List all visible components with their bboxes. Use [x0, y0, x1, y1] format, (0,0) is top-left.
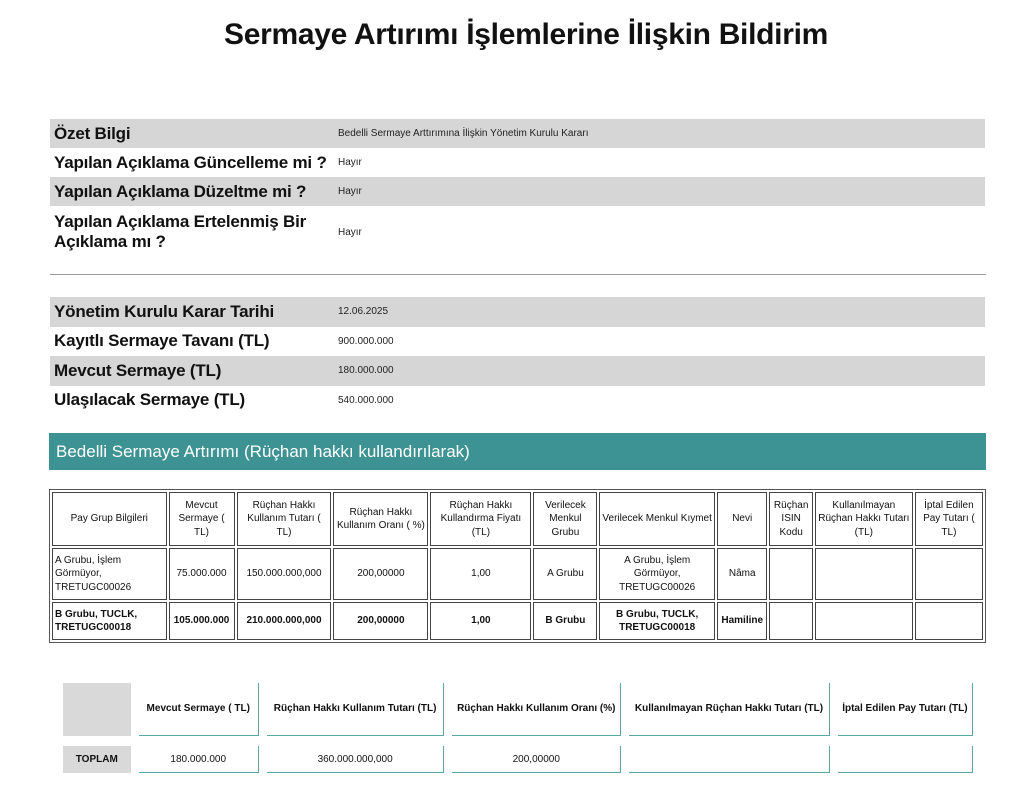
- total-label: TOPLAM: [63, 746, 131, 773]
- table-cell: [815, 548, 913, 600]
- table-row: [52, 548, 983, 600]
- capital-row: [50, 386, 985, 416]
- table-cell: 1,00: [430, 602, 531, 640]
- table-cell: 105.000.000: [169, 602, 235, 640]
- table-row: [52, 602, 983, 640]
- table-cell: [769, 548, 812, 600]
- column-header: Rüçhan Hakkı Kullandırma Fiyatı (TL): [430, 492, 531, 546]
- capital-label: Ulaşılacak Sermaye (TL): [54, 390, 245, 410]
- summary-info-table: [50, 119, 985, 258]
- summary-row: [50, 148, 985, 177]
- column-header: İptal Edilen Pay Tutarı (TL): [838, 683, 973, 736]
- table-cell: 200,00000: [333, 602, 428, 640]
- share-group-table: [49, 489, 986, 643]
- section-divider: [50, 274, 986, 275]
- capital-row: [50, 327, 985, 357]
- section-banner: Bedelli Sermaye Artırımı (Rüçhan hakkı kullandırılarak): [49, 433, 986, 470]
- capital-row: [50, 356, 985, 386]
- table-cell: B Grubu: [533, 602, 597, 640]
- summary-label: Özet Bilgi: [50, 119, 334, 148]
- summary-label: Yapılan Açıklama Ertelenmiş Bir Açıklama mı ?: [54, 212, 307, 251]
- table-cell: 360.000.000,000: [267, 746, 444, 773]
- column-header: Rüçhan Hakkı Kullanım Oranı (%): [452, 683, 621, 736]
- capital-label: Kayıtlı Sermaye Tavanı (TL): [54, 331, 270, 351]
- table-cell: 200,00000: [452, 746, 621, 773]
- summary-row: [50, 119, 985, 148]
- capital-label: Mevcut Sermaye (TL): [50, 356, 334, 386]
- table-header-row: [52, 492, 983, 546]
- totals-table: [55, 683, 981, 773]
- table-header-row: [63, 683, 973, 736]
- page-title: Sermaye Artırımı İşlemlerine İlişkin Bildirim: [224, 18, 828, 51]
- table-cell: B Grubu, TUCLK, TRETUGC00018: [599, 602, 715, 640]
- table-cell: 1,00: [430, 548, 531, 600]
- table-cell: A Grubu, İşlem Görmüyor, TRETUGC00026: [52, 548, 167, 600]
- table-cell: A Grubu, İşlem Görmüyor, TRETUGC00026: [599, 548, 715, 600]
- capital-value: 900.000.000: [338, 335, 394, 347]
- table-cell: 210.000.000,000: [237, 602, 332, 640]
- table-cell: Nâma: [717, 548, 768, 600]
- column-header: İptal Edilen Pay Tutarı ( TL): [915, 492, 983, 546]
- table-cell: B Grubu, TUCLK, TRETUGC00018: [52, 602, 167, 640]
- column-header: Mevcut Sermaye ( TL): [139, 683, 259, 736]
- column-header: Verilecek Menkul Grubu: [533, 492, 597, 546]
- table-cell: 180.000.000: [139, 746, 259, 773]
- column-header: Verilecek Menkul Kıymet: [599, 492, 715, 546]
- column-header: Kullanılmayan Rüçhan Hakkı Tutarı (TL): [629, 683, 830, 736]
- summary-value: Hayır: [334, 177, 985, 206]
- capital-value: 12.06.2025: [334, 297, 985, 327]
- column-header: Mevcut Sermaye ( TL): [169, 492, 235, 546]
- capital-value: 540.000.000: [338, 394, 394, 406]
- column-header: Rüçhan Hakkı Kullanım Tutarı (TL): [267, 683, 444, 736]
- capital-label: Yönetim Kurulu Karar Tarihi: [50, 297, 334, 327]
- table-cell: A Grubu: [533, 548, 597, 600]
- table-cell: 150.000.000,000: [237, 548, 332, 600]
- summary-value: Hayır: [338, 157, 362, 168]
- summary-value: Bedelli Sermaye Arttırımına İlişkin Yönetim Kurulu Kararı: [334, 119, 985, 148]
- capital-row: [50, 297, 985, 327]
- column-header: Pay Grup Bilgileri: [52, 492, 167, 546]
- summary-row: [50, 177, 985, 206]
- table-cell: [915, 548, 983, 600]
- summary-row: [50, 206, 985, 258]
- summary-value: Hayır: [338, 226, 362, 238]
- table-cell: 75.000.000: [169, 548, 235, 600]
- summary-label: Yapılan Açıklama Düzeltme mi ?: [50, 177, 334, 206]
- table-cell: [769, 602, 812, 640]
- column-header: [63, 683, 131, 736]
- table-cell: [838, 746, 973, 773]
- spacer-row: [63, 736, 973, 746]
- capital-value: 180.000.000: [334, 356, 985, 386]
- summary-label: Yapılan Açıklama Güncelleme mi ?: [54, 152, 327, 172]
- column-header: Kullanılmayan Rüçhan Hakkı Tutarı (TL): [815, 492, 913, 546]
- capital-info-table: [50, 297, 985, 415]
- column-header: Nevi: [717, 492, 768, 546]
- table-row: [63, 746, 973, 773]
- table-cell: Hamiline: [717, 602, 768, 640]
- column-header: Rüçhan Hakkı Kullanım Oranı ( %): [333, 492, 428, 546]
- table-cell: [629, 746, 830, 773]
- table-cell: [815, 602, 913, 640]
- table-cell: [915, 602, 983, 640]
- column-header: Rüçhan Hakkı Kullanım Tutarı ( TL): [237, 492, 332, 546]
- column-header: Rüçhan ISIN Kodu: [769, 492, 812, 546]
- table-cell: 200,00000: [333, 548, 428, 600]
